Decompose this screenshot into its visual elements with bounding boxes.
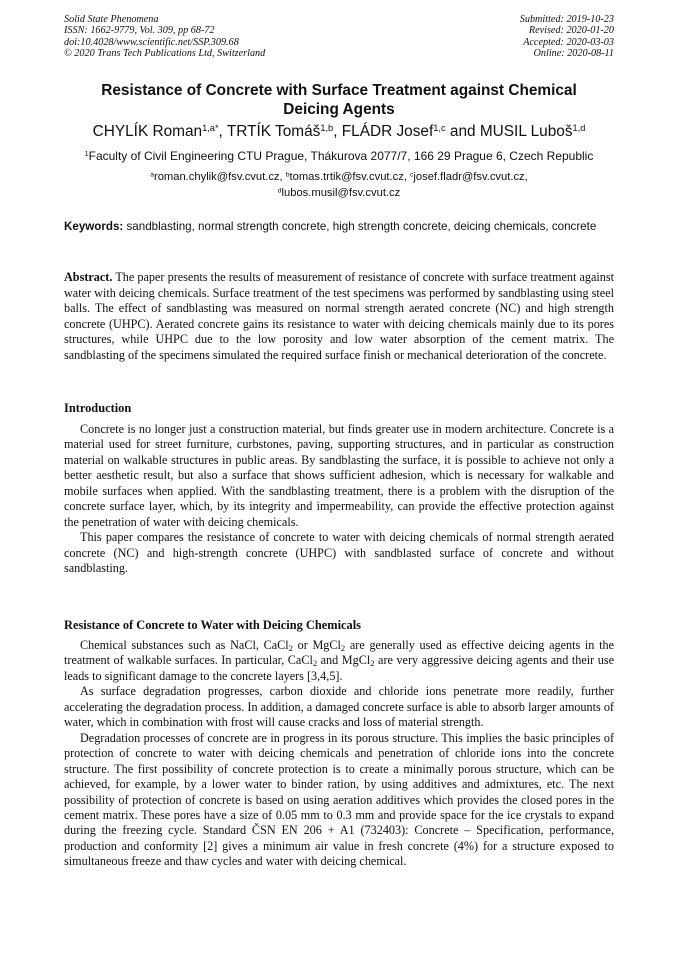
title-line: Deicing Agents (283, 101, 395, 118)
keywords-text: sandblasting, normal strength concrete, high strength concrete, deicing chemicals, concrete (123, 220, 597, 233)
resistance-body (64, 638, 614, 870)
paragraph: This paper compares the resistance of concrete to water with deicing chemicals of normal strength aerated concrete (NC) and high-strength concrete (UHPC) with sandblasted surface of concrete and without sandblasting. (64, 530, 614, 576)
email-address: tomas.trtik@fsv.cvut.cz, (289, 171, 411, 183)
journal-header-right (520, 14, 614, 60)
email-address: josef.fladr@fsv.cvut.cz, (413, 171, 528, 183)
email-mark: a (150, 171, 154, 179)
abstract-label: Abstract. (64, 270, 113, 284)
author-affil-mark: 1,a* (202, 122, 219, 133)
author-affil-mark: 1,c (433, 122, 446, 133)
section-heading-introduction: Introduction (64, 401, 132, 415)
paragraph: As surface degradation progresses, carbon dioxide and chloride ions penetrate more readily, further accelerating the degradation process. In addition, a damaged concrete surface is able to absorb larger amounts of water, which in combination with frost will cause cracks and loss of material strength. (64, 684, 614, 730)
date-accepted: Accepted: 2020-03-03 (523, 36, 614, 48)
introduction-body (64, 422, 614, 577)
email-mark: c (410, 171, 414, 179)
paragraph: Chemical substances such as NaCl, CaCl$_2$ or MgCl$_2$ are generally used as effective deicing agents in the treatment of walkable surfaces. In particular, CaCl$_2$ and MgCl$_2$ are very aggressive deicing agents and their use leads to significant damage to the concrete layers [3,4,5]. (64, 638, 614, 683)
keywords (64, 220, 614, 235)
email-line (64, 170, 614, 186)
author-affil-mark: 1,b (320, 122, 334, 133)
date-submitted: Submitted: 2019-10-23 (519, 14, 614, 25)
author-separator: , (333, 123, 342, 140)
affiliation-mark: 1 (84, 149, 89, 159)
paragraph: Degradation processes of concrete are in progress in its porous structure. This implies the basic principles of protection of concrete to water with deicing chemicals and penetration of chloride ions into the concrete structure. The first possibility of concrete protection is to create a minimally porous structure, which can be achieved, for example, by a lower water to binder ration, by using additives and admixtures, etc. The next possibility of protection of concrete is based on using aeration additives which provides the closed pores in the cement matrix. These pores have a size of 0.05 mm to 0.3 mm and provide space for the ice crystals to expand during the freezing cycle. Standard ČSN EN 206 + A1 (732403): Concrete – Specification, performance, production and conformity [2] gives a minimum air value in fresh concrete (4%) for a structure exposed to simultaneous freeze and thaw cycles and water with deicing chemical. (64, 730, 614, 869)
title-line: Resistance of Concrete with Surface Treatment against Chemical (101, 82, 577, 99)
email-address: roman.chylik@fsv.cvut.cz, (153, 171, 286, 183)
journal-name: Solid State Phenomena (64, 14, 159, 25)
abstract-text: The paper presents the results of measurement of resistance of concrete with surface treatment against water with deicing chemicals. Surface treatment of the test specimens was performed by sandblasting using steel balls. The effect of sandblasting was measured on normal strength aerated concrete (NC) and high strength concrete (UHPC). Aerated concrete gains its resistance to water with deicing chemicals mainly due to its pores structures, while UHPC due to the low porosity and low water absorption of the cement matrix. The sandblasting of the specimens simulated the required surface finish or mechanical deterioration of the concrete. (64, 270, 614, 362)
author-list (40, 122, 638, 141)
section-heading-resistance: Resistance of Concrete to Water with Deicing Chemicals (64, 618, 361, 632)
affiliation (40, 149, 638, 164)
author-name: FLÁDR Josef (341, 123, 434, 140)
author-separator: and (445, 123, 480, 140)
date-online: Online: 2020-08-11 (533, 48, 614, 60)
author-affil-mark: 1,d (572, 122, 586, 133)
author-name: TRTÍK Tomáš (226, 123, 321, 140)
date-revised: Revised: 2020-01-20 (528, 25, 614, 37)
author-name: MUSIL Luboš (479, 123, 573, 140)
journal-doi: doi:10.4028/www.scientific.net/SSP.309.68 (64, 36, 239, 48)
author-emails (64, 170, 614, 201)
journal-issn: ISSN: 1662-9779, Vol. 309, pp 68-72 (64, 25, 215, 37)
paper-title (64, 81, 614, 119)
author-separator: , (218, 123, 227, 140)
email-mark: d (277, 186, 282, 194)
affiliation-text: Faculty of Civil Engineering CTU Prague, Thákurova 2077/7, 166 29 Prague 6, Czech Republic (88, 149, 594, 163)
journal-copyright: © 2020 Trans Tech Publications Ltd, Switzerland (64, 48, 266, 60)
email-line (64, 186, 614, 202)
email-address: lubos.musil@fsv.cvut.cz (281, 186, 401, 199)
author-name: CHYLÍK Roman (92, 123, 203, 140)
paragraph: Concrete is no longer just a construction material, but finds greater use in modern architecture. Concrete is a material used for street furniture, curbstones, paving, supporting structures, and in particular as construction material on walkable structures in public areas. By sandblasting the surface, it is possible to achieve not only a better aesthetic result, but also a surface that shows sufficient adhesion, which is necessary for walkable and mobile surfaces when applied. With the sandblasting treatment, there is a problem with the disruption of the concrete surface layer, which, by its integrity and impermeability, can provide the effective protection against the penetration of water with deicing chemicals. (64, 422, 614, 529)
email-mark: b (285, 171, 290, 179)
abstract (64, 270, 614, 363)
journal-header-left (64, 14, 265, 60)
keywords-label: Keywords: (64, 220, 124, 233)
